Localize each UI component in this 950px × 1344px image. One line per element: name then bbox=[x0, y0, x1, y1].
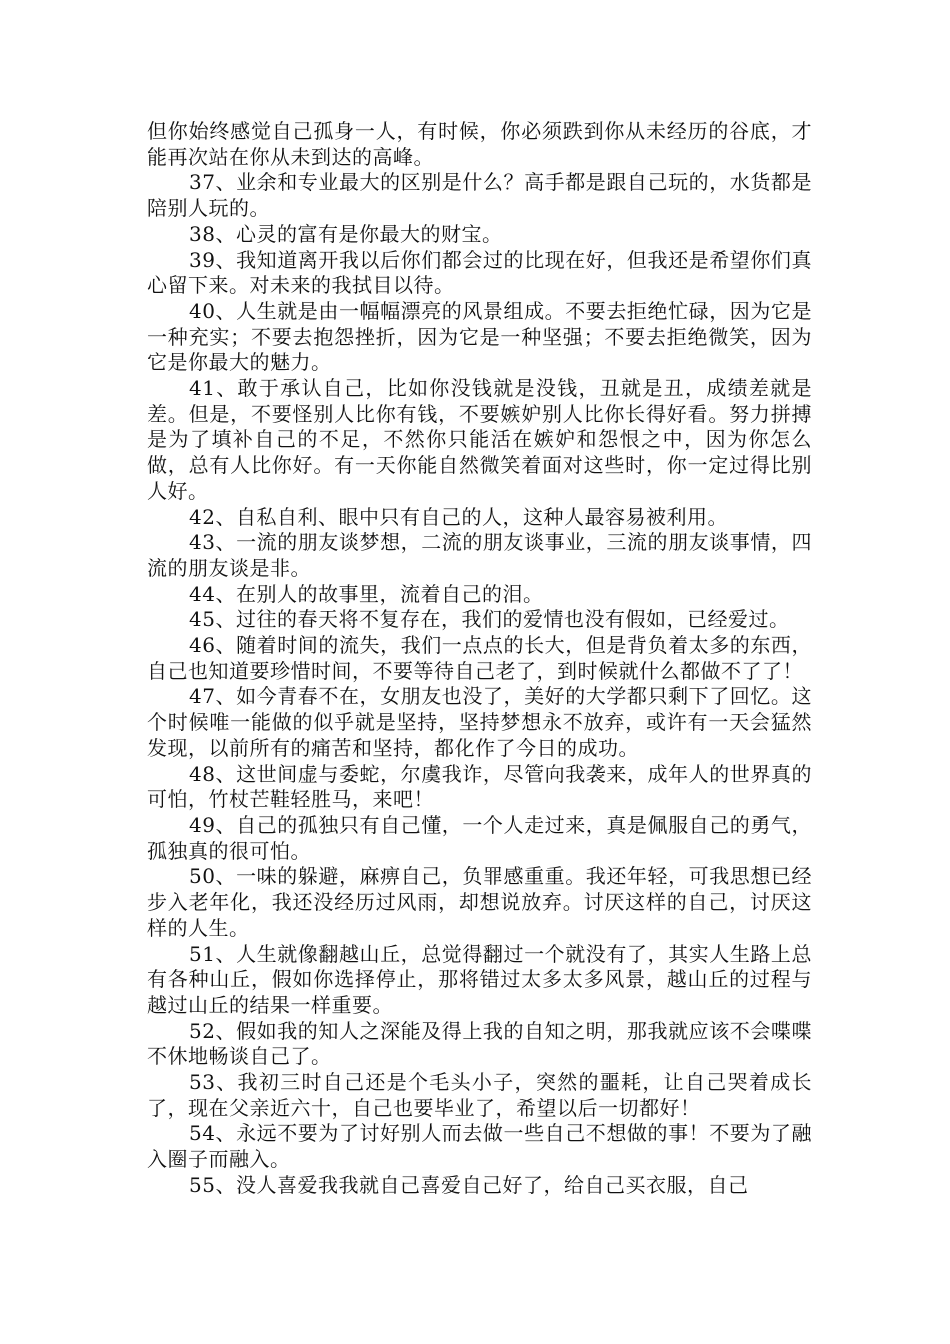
paragraph-52: 52、假如我的知人之深能及得上我的自知之明，那我就应该不会喋喋不休地畅谈自己了。 bbox=[147, 1018, 812, 1069]
paragraph-43: 43、一流的朋友谈梦想，二流的朋友谈事业，三流的朋友谈事情，四流的朋友谈是非。 bbox=[147, 530, 812, 580]
paragraph-37: 37、业余和专业最大的区别是什么？高手都是跟自己玩的，水货都是陪别人玩的。 bbox=[147, 170, 812, 221]
paragraph-40: 40、人生就是由一幅幅漂亮的风景组成。不要去拒绝忙碌，因为它是一种充实；不要去抱怨挫折，因为它是一种坚强；不要去拒绝微笑，因为它是你最大的魅力。 bbox=[147, 298, 812, 375]
paragraph-42: 42、自私自利、眼中只有自己的人，这种人最容易被利用。 bbox=[189, 504, 728, 529]
paragraph-54: 54、永远不要为了讨好别人而去做一些自己不想做的事！不要为了融入圈子而融入。 bbox=[147, 1121, 812, 1172]
paragraph-continuation: 但你始终感觉自己孤身一人，有时候，你必须跌到你从未经历的谷底，才能再次站在你从未到达的高峰。 bbox=[147, 119, 812, 169]
paragraph-55: 55、没人喜爱我我就自己喜爱自己好了，给自己买衣服，自己 bbox=[189, 1172, 749, 1197]
paragraph-45: 45、过往的春天将不复存在，我们的爱情也没有假如，已经爱过。 bbox=[189, 607, 790, 632]
paragraph-50: 50、一味的躲避，麻痹自己，负罪感重重。我还年轻，可我思想已经步入老年化，我还没经历过风雨，却想说放弃。讨厌这样的自己，讨厌这样的人生。 bbox=[147, 864, 812, 940]
paragraph-47: 47、如今青春不在，女朋友也没了，美好的大学都只剩下了回忆。这个时候唯一能做的似乎就是坚持，坚持梦想永不放弃，或许有一天会猛然发现，以前所有的痛苦和坚持，都化作了今日的成功。 bbox=[147, 684, 812, 760]
paragraph-49: 49、自己的孤独只有自己懂，一个人走过来，真是佩服自己的勇气，孤独真的很可怕。 bbox=[147, 812, 812, 863]
paragraph-46: 46、随着时间的流失，我们一点点的长大，但是背负着太多的东西，自己也知道要珍惜时间，不要等待自己老了，到时候就什么都做不了了！ bbox=[147, 633, 812, 683]
paragraph-53: 53、我初三时自己还是个毛头小子，突然的噩耗，让自己哭着成长了，现在父亲近六十，自己也要毕业了，希望以后一切都好！ bbox=[147, 1070, 812, 1120]
document-body bbox=[147, 119, 812, 1199]
paragraph-48: 48、这世间虚与委蛇，尔虞我诈，尽管向我袭来，成年人的世界真的可怕，竹杖芒鞋轻胜马，来吧！ bbox=[147, 761, 812, 812]
paragraph-51: 51、人生就像翻越山丘，总觉得翻过一个就没有了，其实人生路上总有各种山丘，假如你选择停止，那将错过太多太多风景，越山丘的过程与越过山丘的结果一样重要。 bbox=[147, 941, 812, 1017]
paragraph-41: 41、敢于承认自己，比如你没钱就是没钱，丑就是丑，成绩差就是差。但是，不要怪别人比你有钱，不要嫉妒别人比你长得好看。努力拼搏是为了填补自己的不足，不然你只能活在嫉妒和怨恨之中，因为你怎么做，总有人比你好。有一天你能自然微笑着面对这些时，你一定过得比别人好。 bbox=[147, 376, 812, 503]
paragraph-39: 39、我知道离开我以后你们都会过的比现在好，但我还是希望你们真心留下来。对未来的我拭目以待。 bbox=[147, 247, 812, 298]
paragraph-44: 44、在别人的故事里，流着自己的泪。 bbox=[189, 581, 544, 606]
paragraph-38: 38、心灵的富有是你最大的财宝。 bbox=[189, 221, 503, 246]
